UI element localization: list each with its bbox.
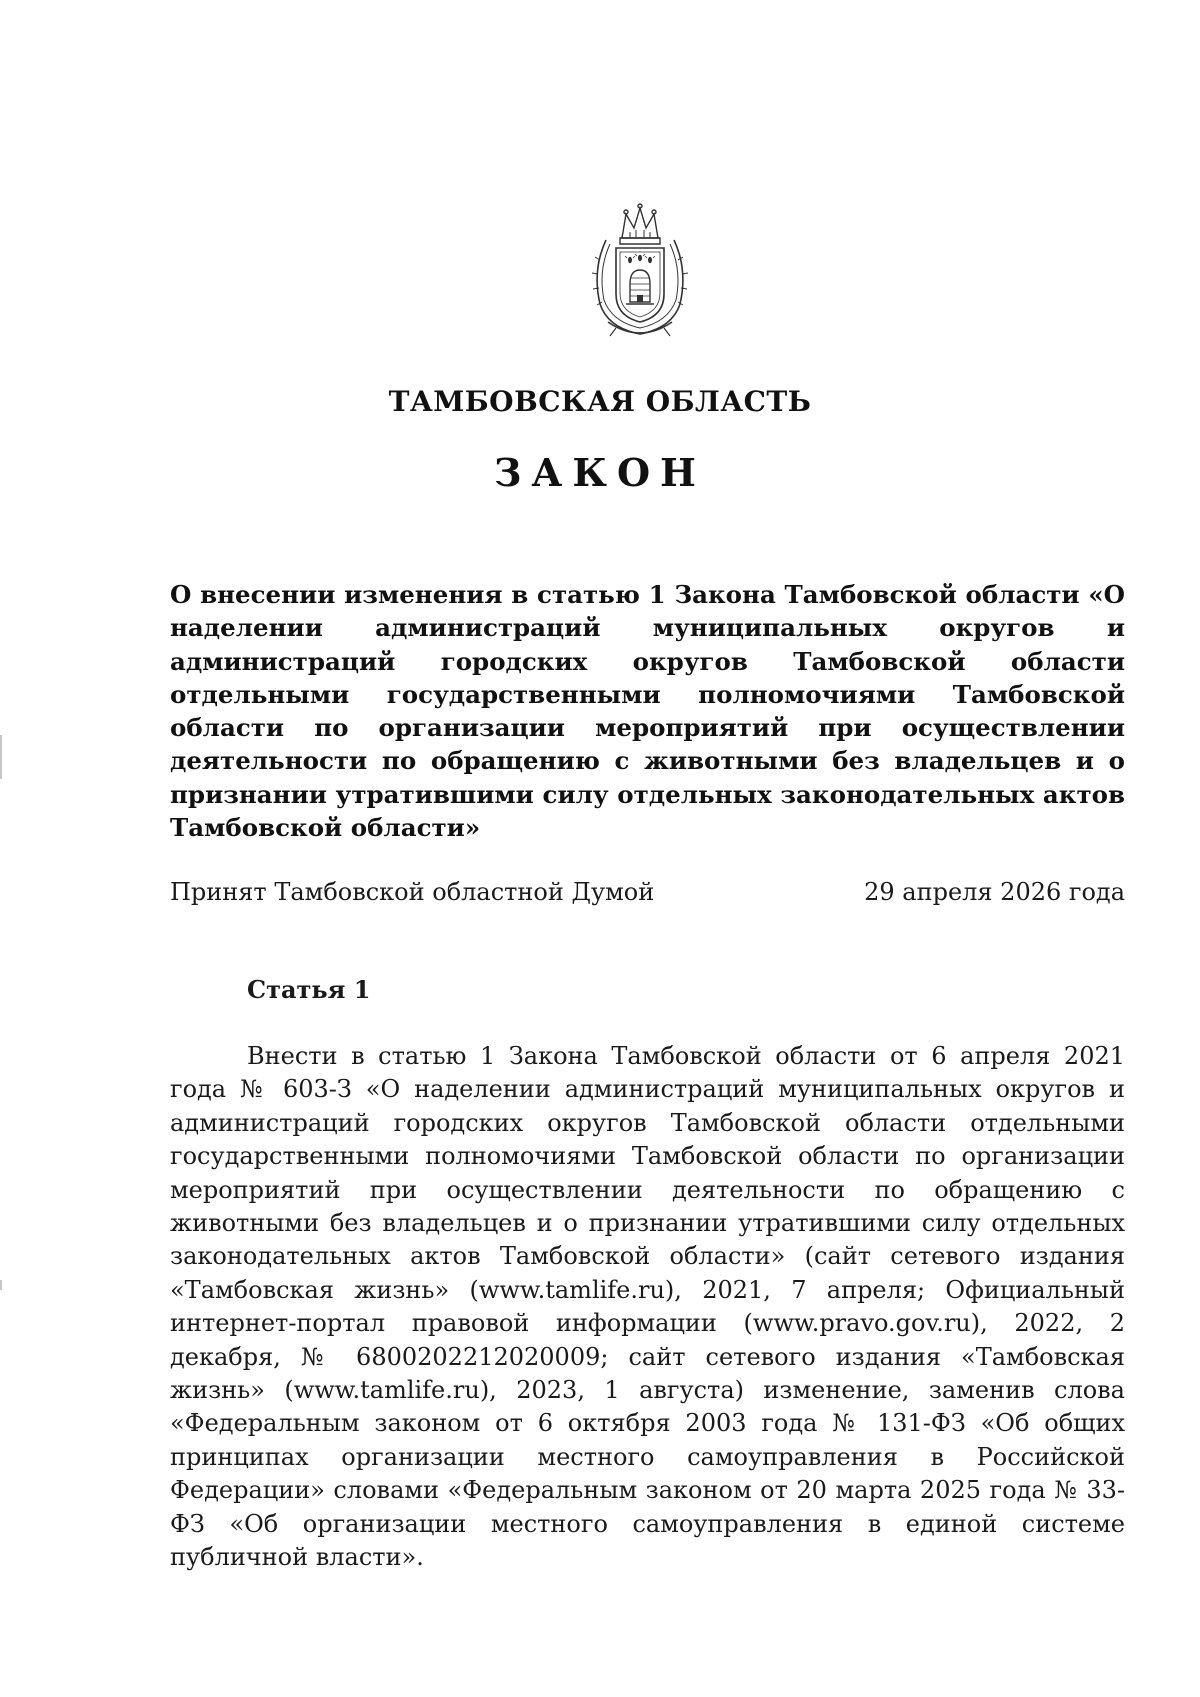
scan-artifact [0, 1280, 2, 1290]
adopted-date-text: 29 апреля 2026 года [864, 878, 1125, 906]
scan-artifact [0, 735, 2, 779]
law-title: О внесении изменения в статью 1 Закона Тамбовской области «О наделении администраций муниципальных округов и администраций городских округов Тамбовской области отдельными государственными полномочиями Тамбовской области по организации мероприятий при осуществлении деятельности по обращению с животными без владельцев и о признании утратившими силу отдельных законодательных актов Тамбовской области» [170, 580, 1125, 843]
document-type-heading: ЗАКОН [494, 450, 706, 495]
adoption-line [170, 877, 1125, 907]
article-heading: Статья 1 [247, 975, 371, 1004]
article-body-text: Внести в статью 1 Закона Тамбовской области от 6 апреля 2021 года № 603-З «О наделении администраций муниципальных округов и администраций городских округов Тамбовской области отдельными государственными полномочиями Тамбовской области по организации мероприятий при осуществлении деятельности по обращению с животными без владельцев и о признании утратившими силу отдельных законодательных актов Тамбовской области» (сайт сетевого издания «Тамбовская жизнь» (www.tamlife.ru), 2021, 7 апреля; Официальный интернет-портал правовой информации (www.pravo.gov.ru), 2022, 2 декабря, № 6800202212020009; сайт сетевого издания «Тамбовская жизнь» (www.tamlife.ru), 2023, 1 августа) изменение, заменив слова «Федеральным законом от 6 октября 2003 года № 131-ФЗ «Об общих принципах организации местного самоуправления в Российской Федерации» словами «Федеральным законом от 20 марта 2025 года № 33-ФЗ «Об организации местного самоуправления в единой системе публичной власти». [170, 1042, 1125, 1572]
tambov-coat-of-arms-icon [586, 200, 694, 340]
adopted-by-text: Принят Тамбовской областной Думой [170, 878, 655, 906]
region-heading: ТАМБОВСКАЯ ОБЛАСТЬ [388, 385, 812, 418]
